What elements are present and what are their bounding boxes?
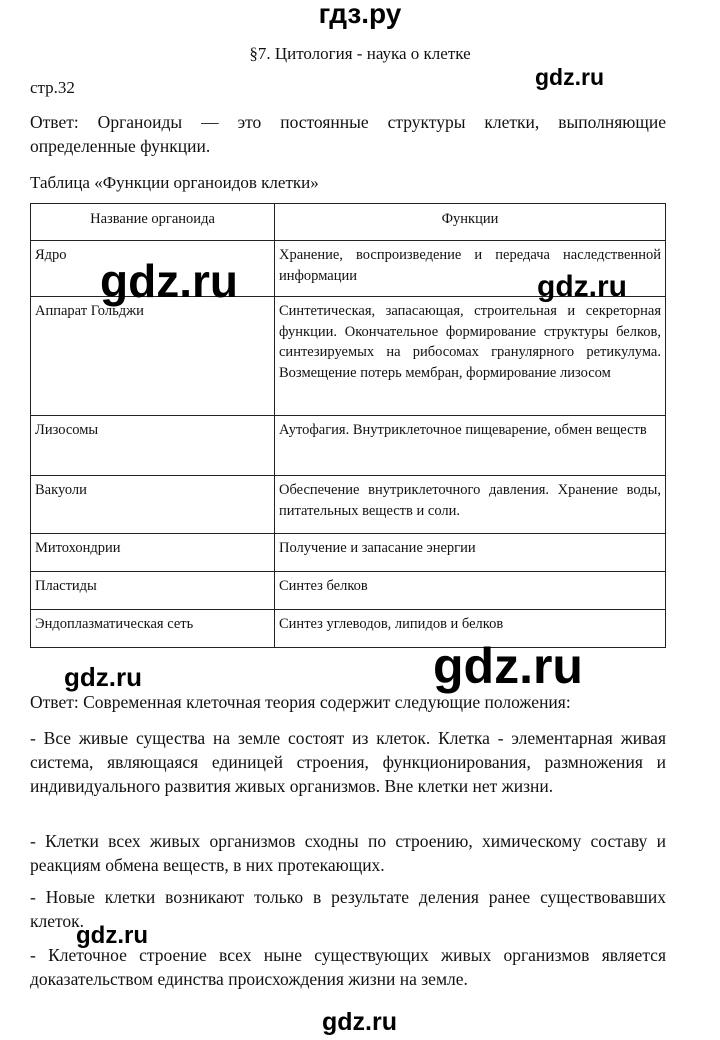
header-organoid-name: Название органоида <box>31 204 275 241</box>
section-heading: §7. Цитология - наука о клетке <box>249 44 471 63</box>
table-row <box>31 297 666 416</box>
organoid-name: Лизосомы <box>31 416 275 476</box>
cell-theory-point: - Клеточное строение всех ныне существующих живых организмов является доказательством единства происхождения жизни на земле. <box>30 945 666 989</box>
organoid-name: Пластиды <box>31 572 275 610</box>
table-caption: Таблица «Функции органоидов клетки» <box>30 173 319 192</box>
cell-theory-point: - Новые клетки возникают только в результате деления ранее существовавших клеток. <box>30 887 666 931</box>
organoid-function: Синтетическая, запасающая, строительная и секреторная функции. Окончательное формирование структуры белков, синтезируемых на рибосомах гранулярного ретикулума. Возмещение потерь мембран, формирование лизосом <box>275 297 666 416</box>
organoid-function: Получение и запасание энергии <box>275 534 666 572</box>
cell-theory-point: - Клетки всех живых организмов сходны по строению, химическому составу и реакциям обмена веществ, в них протекающих. <box>30 831 666 875</box>
watermark: gdz.ru <box>64 662 142 692</box>
organoid-function: Аутофагия. Внутриклеточное пищеварение, обмен веществ <box>275 416 666 476</box>
organoid-name: Ядро <box>31 241 275 297</box>
organoid-name: Аппарат Гольджи <box>31 297 275 416</box>
watermark: gdz.ru <box>537 270 627 303</box>
organoid-function: Синтез углеводов, липидов и белков <box>275 610 666 648</box>
organoid-function: Хранение, воспроизведение и передача наследственной информации <box>275 241 666 297</box>
table-row <box>31 534 666 572</box>
page-reference: стр.32 <box>30 78 75 97</box>
site-title: гдз.ру <box>318 0 402 29</box>
organoid-function: Обеспечение внутриклеточного давления. Хранение воды, питательных веществ и соли. <box>275 476 666 534</box>
table-header-row <box>31 204 666 241</box>
organoid-name: Вакуоли <box>31 476 275 534</box>
watermark: gdz.ru <box>433 638 583 694</box>
answer-cell-theory-intro: Ответ: Современная клеточная теория содержит следующие положения: <box>30 692 571 712</box>
table-row <box>31 416 666 476</box>
organoid-name: Митохондрии <box>31 534 275 572</box>
organoid-function: Синтез белков <box>275 572 666 610</box>
watermark: gdz.ru <box>100 255 238 307</box>
answer-organoids: Ответ: Органоиды — это постоянные структуры клетки, выполняющие определенные функции. <box>30 112 666 156</box>
cell-theory-point: - Все живые существа на земле состоят из клеток. Клетка - элементарная живая система, являющаяся единицей строения, функционирования, размножения и индивидуального развития живых организмов. Вне клетки нет жизни. <box>30 728 666 796</box>
table-row <box>31 572 666 610</box>
watermark: gdz.ru <box>76 922 148 949</box>
watermark: gdz.ru <box>535 64 604 90</box>
header-functions: Функции <box>275 204 666 241</box>
organoid-name: Эндоплазматическая сеть <box>31 610 275 648</box>
table-row <box>31 476 666 534</box>
watermark: gdz.ru <box>322 1008 397 1036</box>
